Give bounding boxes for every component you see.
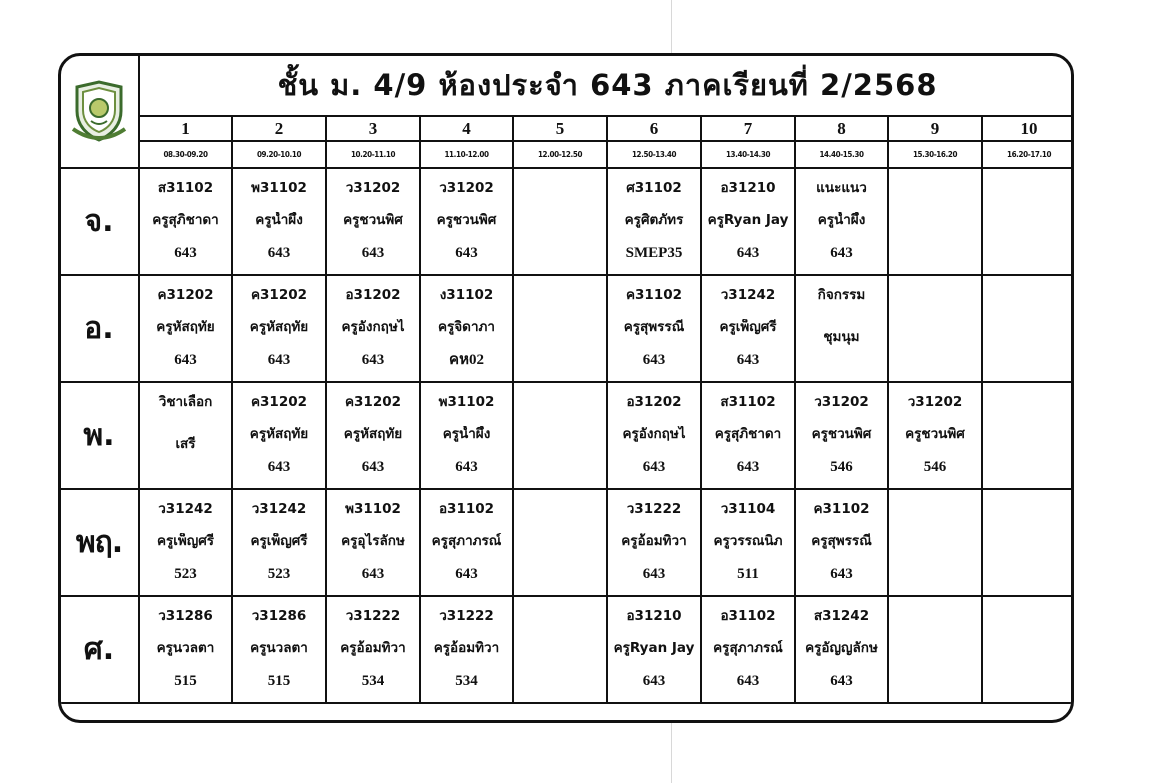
schedule-cell	[701, 275, 795, 382]
room-number: 546	[830, 459, 853, 475]
teacher-name: ครูน้ำผึ้ง	[817, 211, 866, 228]
schedule-cell	[795, 168, 888, 275]
subject-code: ว31222	[345, 607, 401, 624]
room-number: 643	[642, 459, 666, 475]
subject-code: ศ31102	[626, 179, 682, 196]
schedule-cell	[326, 489, 420, 596]
room-number: 643	[267, 352, 291, 368]
schedule-cell	[139, 489, 232, 596]
subject-code: พ31102	[251, 179, 307, 196]
room-number: 643	[642, 673, 666, 689]
room-number: 643	[736, 245, 760, 261]
schedule-cell	[513, 382, 607, 489]
schedule-cell	[607, 489, 701, 596]
schedule-cell	[326, 382, 420, 489]
schedule-cell	[795, 489, 888, 596]
period-time: 13.40-14.30	[701, 141, 795, 168]
period-number: 5	[513, 116, 607, 141]
school-crest-icon	[60, 55, 138, 167]
room-number: 515	[174, 673, 197, 689]
subject-code: อ31102	[720, 607, 776, 624]
teacher-name: ครูอุไรลักษ	[341, 532, 405, 549]
schedule-cell	[232, 489, 326, 596]
schedule-cell	[982, 168, 1074, 275]
schedule-cell	[420, 168, 513, 275]
schedule-cell	[326, 168, 420, 275]
schedule-cell	[888, 489, 982, 596]
room-number: SMEP35	[625, 245, 683, 261]
day-row	[59, 168, 1074, 275]
room-number: 546	[923, 459, 947, 475]
subject-code: ว31286	[158, 607, 213, 624]
schedule-cell	[326, 596, 420, 703]
subject-code: ว31286	[251, 607, 307, 624]
day-label: พฤ.	[59, 489, 139, 596]
room-number: 643	[642, 566, 666, 582]
room-number: คห02	[449, 352, 484, 368]
schedule-cell	[607, 596, 701, 703]
subject-code: ว31242	[720, 286, 776, 303]
schedule-cell	[888, 382, 982, 489]
subject-code: ว31104	[720, 500, 776, 517]
schedule-cell	[139, 596, 232, 703]
subject-code: ค31202	[251, 286, 307, 303]
schedule-cell	[232, 382, 326, 489]
subject-code: ว31202	[814, 393, 869, 410]
teacher-name: ครูจิดาภา	[437, 318, 496, 335]
subject-code: อ31202	[626, 393, 682, 410]
schedule-cell	[513, 489, 607, 596]
subject-code: ค31102	[626, 286, 682, 303]
teacher-name: ครูหัสฤทัย	[156, 318, 215, 335]
teacher-name: ครูศิตภัทร	[624, 211, 684, 228]
room-number: 523	[174, 566, 197, 582]
schedule-cell	[888, 596, 982, 703]
room-number: 643	[174, 245, 197, 261]
teacher-name: ครูชวนพิศ	[436, 211, 497, 228]
subject-code: กิจกรรม	[817, 286, 866, 303]
teacher-name: ครูRyan Jay	[707, 211, 789, 228]
schedule-cell	[701, 489, 795, 596]
subject-code: ค31202	[157, 286, 214, 303]
teacher-name: ครูอัญญลักษ	[805, 639, 878, 656]
teacher-name: ครูหัสฤทัย	[343, 425, 403, 442]
schedule-cell	[513, 275, 607, 382]
room-number: 643	[830, 566, 853, 582]
room-number: 643	[361, 459, 385, 475]
room-number: 534	[361, 673, 385, 689]
teacher-name: ครูเพ็ญศรี	[250, 532, 308, 549]
teacher-name: ครูRyan Jay	[613, 639, 695, 656]
teacher-name: ครูนวลตา	[250, 639, 308, 656]
subject-code: ค31202	[251, 393, 307, 410]
teacher-name: ครูสุพรรณี	[623, 318, 685, 335]
subject-code: อ31202	[345, 286, 401, 303]
teacher-name: ชุมนุม	[823, 328, 860, 345]
schedule-cell	[795, 275, 888, 382]
period-time: 16.20-17.10	[982, 141, 1074, 168]
schedule-cell	[420, 382, 513, 489]
room-number: 523	[267, 566, 291, 582]
teacher-name: ครูอ้อมทิวา	[340, 639, 406, 656]
room-number: 643	[361, 566, 385, 582]
schedule-cell	[795, 596, 888, 703]
subject-code: อ31210	[626, 607, 682, 624]
room-number: 643	[455, 245, 478, 261]
subject-code: วิชาเลือก	[158, 393, 213, 410]
room-number: 643	[830, 245, 853, 261]
schedule-cell	[982, 382, 1074, 489]
teacher-name: ครูอ้อมทิวา	[433, 639, 500, 656]
day-label: จ.	[59, 168, 139, 275]
room-number: 643	[174, 352, 197, 368]
schedule-cell	[982, 489, 1074, 596]
subject-code: ส31242	[813, 607, 870, 624]
teacher-name: ครูชวนพิศ	[811, 425, 872, 442]
period-number: 10	[982, 116, 1074, 141]
period-time: 15.30-16.20	[888, 141, 982, 168]
subject-code: ค31202	[345, 393, 401, 410]
schedule-cell	[795, 382, 888, 489]
day-row	[59, 489, 1074, 596]
logo-cell	[59, 54, 139, 168]
subject-code: ว31222	[439, 607, 494, 624]
timetable	[58, 53, 1074, 704]
schedule-cell	[326, 275, 420, 382]
schedule-cell	[139, 168, 232, 275]
room-number: 643	[642, 352, 666, 368]
teacher-name: ครูชวนพิศ	[905, 425, 965, 442]
schedule-cell	[607, 168, 701, 275]
schedule-cell	[701, 168, 795, 275]
period-number: 1	[139, 116, 232, 141]
schedule-cell	[888, 275, 982, 382]
teacher-name: ครูสุภาภรณ์	[431, 532, 502, 549]
period-time: 11.10-12.00	[420, 141, 513, 168]
teacher-name: ครูอังกฤษไ	[622, 425, 686, 442]
teacher-name: ครูเพ็ญศรี	[156, 532, 215, 549]
schedule-cell	[420, 596, 513, 703]
period-time: 12.00-12.50	[513, 141, 607, 168]
subject-code: ว31242	[251, 500, 307, 517]
schedule-cell	[139, 275, 232, 382]
subject-code: ค31102	[813, 500, 870, 517]
teacher-name: ครูสุภิชาดา	[714, 425, 782, 442]
teacher-name: ครูนวลตา	[156, 639, 215, 656]
subject-code: พ31102	[345, 500, 401, 517]
subject-code: ว31202	[345, 179, 401, 196]
page-title: ชั้น ม. 4/9 ห้องประจำ 643 ภาคเรียนที่ 2/2568	[139, 54, 1074, 116]
teacher-name: ครูสุภาภรณ์	[713, 639, 783, 656]
room-number: 643	[455, 566, 478, 582]
teacher-name: ครูอังกฤษไ	[341, 318, 405, 335]
room-number: 643	[361, 245, 385, 261]
day-row	[59, 596, 1074, 703]
period-number: 4	[420, 116, 513, 141]
period-number: 9	[888, 116, 982, 141]
teacher-name: เสรี	[175, 435, 196, 452]
period-number: 7	[701, 116, 795, 141]
teacher-name: ครูเพ็ญศรี	[719, 318, 777, 335]
timetable-sheet	[58, 53, 1074, 723]
subject-code: ว31202	[439, 179, 494, 196]
room-number: 511	[737, 566, 759, 582]
room-number: 643	[455, 459, 478, 475]
room-number: 643	[267, 459, 291, 475]
subject-code: ง31102	[439, 286, 494, 303]
room-number: 643	[736, 673, 760, 689]
teacher-name: ครูน้ำผึ้ง	[255, 211, 303, 228]
subject-code: ว31242	[158, 500, 213, 517]
schedule-cell	[982, 596, 1074, 703]
period-time: 08.30-09.20	[139, 141, 232, 168]
period-number: 2	[232, 116, 326, 141]
schedule-cell	[420, 275, 513, 382]
teacher-name: ครูวรรณนิภ	[713, 532, 783, 549]
schedule-cell	[607, 275, 701, 382]
teacher-name: ครูสุภิชาดา	[152, 211, 219, 228]
subject-code: อ31102	[438, 500, 495, 517]
subject-code: ว31202	[907, 393, 963, 410]
subject-code: ส31102	[720, 393, 776, 410]
teacher-name: ครูหัสฤทัย	[249, 318, 309, 335]
schedule-cell	[701, 596, 795, 703]
day-label: อ.	[59, 275, 139, 382]
room-number: 534	[455, 673, 478, 689]
teacher-name: ครูชวนพิศ	[343, 211, 403, 228]
day-label: ศ.	[59, 596, 139, 703]
subject-code: ส31102	[157, 179, 214, 196]
teacher-name: ครูสุพรรณี	[811, 532, 872, 549]
day-row	[59, 382, 1074, 489]
schedule-cell	[232, 596, 326, 703]
schedule-cell	[513, 168, 607, 275]
schedule-cell	[232, 168, 326, 275]
schedule-cell	[607, 382, 701, 489]
schedule-cell	[420, 489, 513, 596]
room-number: 643	[267, 245, 291, 261]
schedule-cell	[888, 168, 982, 275]
schedule-cell	[982, 275, 1074, 382]
period-number: 3	[326, 116, 420, 141]
period-time: 12.50-13.40	[607, 141, 701, 168]
schedule-cell	[232, 275, 326, 382]
period-number: 8	[795, 116, 888, 141]
subject-code: อ31210	[720, 179, 776, 196]
schedule-cell	[701, 382, 795, 489]
period-number: 6	[607, 116, 701, 141]
day-label: พ.	[59, 382, 139, 489]
teacher-name: ครูอ้อมทิวา	[621, 532, 687, 549]
room-number: 643	[361, 352, 385, 368]
room-number: 643	[736, 352, 760, 368]
subject-code: แนะแนว	[816, 179, 867, 196]
teacher-name: ครูน้ำผึ้ง	[442, 425, 491, 442]
day-row	[59, 275, 1074, 382]
room-number: 643	[736, 459, 760, 475]
schedule-cell	[513, 596, 607, 703]
room-number: 515	[267, 673, 291, 689]
period-time: 09.20-10.10	[232, 141, 326, 168]
period-time: 10.20-11.10	[326, 141, 420, 168]
period-time: 14.40-15.30	[795, 141, 888, 168]
teacher-name: ครูหัสฤทัย	[249, 425, 309, 442]
subject-code: ว31222	[626, 500, 682, 517]
room-number: 643	[830, 673, 853, 689]
schedule-cell	[139, 382, 232, 489]
subject-code: พ31102	[438, 393, 495, 410]
